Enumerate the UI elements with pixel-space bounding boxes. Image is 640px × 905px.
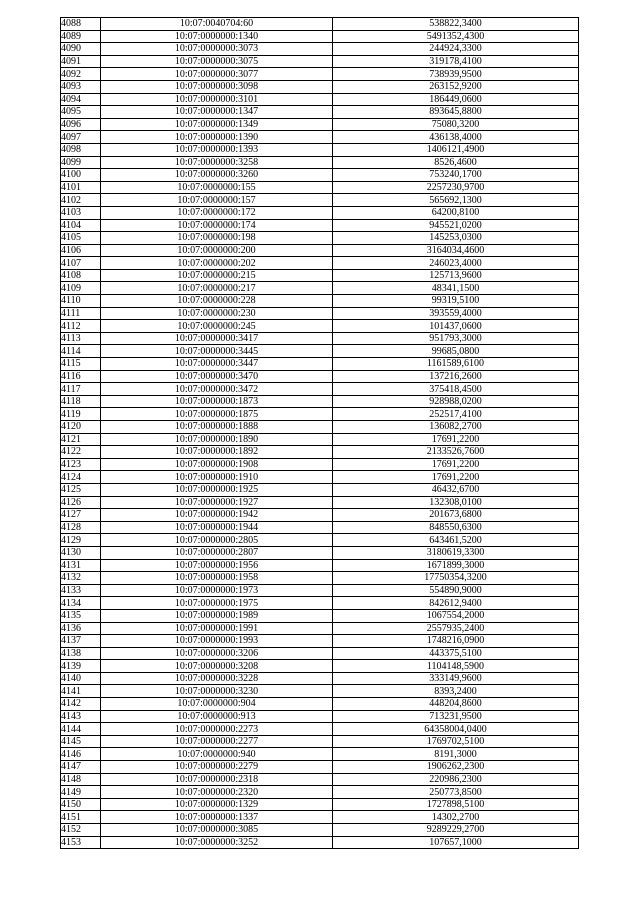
- value-cell: 1104148,5900: [333, 660, 579, 673]
- table-row: [61, 320, 579, 333]
- cadastral-number-cell: 10:07:0000000:1890: [101, 433, 333, 446]
- row-number-cell: 4103: [61, 206, 101, 219]
- table-row: [61, 572, 579, 585]
- cadastral-number-cell: 10:07:0000000:2318: [101, 773, 333, 786]
- cadastral-number-cell: 10:07:0000000:1337: [101, 811, 333, 824]
- cadastral-number-cell: 10:07:0000000:3101: [101, 93, 333, 106]
- table-row: [61, 395, 579, 408]
- table-row: [61, 131, 579, 144]
- value-cell: 3180619,3300: [333, 546, 579, 559]
- cadastral-number-cell: 10:07:0000000:2279: [101, 761, 333, 774]
- table-row: [61, 584, 579, 597]
- cadastral-number-cell: 10:07:0000000:1349: [101, 118, 333, 131]
- table-row: [61, 408, 579, 421]
- table-row: [61, 106, 579, 119]
- cadastral-number-cell: 10:07:0000000:1892: [101, 446, 333, 459]
- cadastral-number-cell: 10:07:0000000:1347: [101, 106, 333, 119]
- row-number-cell: 4142: [61, 698, 101, 711]
- table-row: [61, 660, 579, 673]
- row-number-cell: 4112: [61, 320, 101, 333]
- value-cell: 263152,9200: [333, 80, 579, 93]
- table-row: [61, 118, 579, 131]
- value-cell: 8191,3000: [333, 748, 579, 761]
- row-number-cell: 4093: [61, 80, 101, 93]
- cadastral-number-cell: 10:07:0000000:1958: [101, 572, 333, 585]
- value-cell: 1161589,6100: [333, 358, 579, 371]
- row-number-cell: 4137: [61, 635, 101, 648]
- table-row: [61, 735, 579, 748]
- value-cell: 107657,1000: [333, 836, 579, 849]
- cadastral-number-cell: 10:07:0000000:1873: [101, 395, 333, 408]
- cadastral-number-cell: 10:07:0000000:172: [101, 206, 333, 219]
- value-cell: 132308,0100: [333, 496, 579, 509]
- table-row: [61, 295, 579, 308]
- value-cell: 893645,8800: [333, 106, 579, 119]
- cadastral-number-cell: 10:07:0000000:3208: [101, 660, 333, 673]
- row-number-cell: 4104: [61, 219, 101, 232]
- row-number-cell: 4139: [61, 660, 101, 673]
- table-row: [61, 156, 579, 169]
- cadastral-number-cell: 10:07:0000000:3073: [101, 43, 333, 56]
- value-cell: 201673,6800: [333, 509, 579, 522]
- value-cell: 848550,6300: [333, 521, 579, 534]
- table-row: [61, 698, 579, 711]
- cadastral-number-cell: 10:07:0000000:155: [101, 181, 333, 194]
- cadastral-number-cell: 10:07:0000000:3077: [101, 68, 333, 81]
- table-row: [61, 824, 579, 837]
- row-number-cell: 4150: [61, 798, 101, 811]
- row-number-cell: 4152: [61, 824, 101, 837]
- row-number-cell: 4094: [61, 93, 101, 106]
- cadastral-number-cell: 10:07:0000000:1925: [101, 483, 333, 496]
- value-cell: 8526,4600: [333, 156, 579, 169]
- table-row: [61, 55, 579, 68]
- value-cell: 2133526,7600: [333, 446, 579, 459]
- document-page: [60, 17, 578, 849]
- cadastral-number-cell: 10:07:0000000:904: [101, 698, 333, 711]
- value-cell: 145253,0300: [333, 232, 579, 245]
- table-row: [61, 143, 579, 156]
- value-cell: 738939,9500: [333, 68, 579, 81]
- table-row: [61, 559, 579, 572]
- value-cell: 17691,2200: [333, 471, 579, 484]
- row-number-cell: 4124: [61, 471, 101, 484]
- row-number-cell: 4148: [61, 773, 101, 786]
- row-number-cell: 4147: [61, 761, 101, 774]
- cadastral-number-cell: 10:07:0000000:215: [101, 269, 333, 282]
- table-row: [61, 307, 579, 320]
- value-cell: 1769702,5100: [333, 735, 579, 748]
- row-number-cell: 4138: [61, 647, 101, 660]
- value-cell: 2257230,9700: [333, 181, 579, 194]
- row-number-cell: 4128: [61, 521, 101, 534]
- value-cell: 1906262,2300: [333, 761, 579, 774]
- table-row: [61, 471, 579, 484]
- cadastral-number-cell: 10:07:0000000:3447: [101, 358, 333, 371]
- row-number-cell: 4127: [61, 509, 101, 522]
- cadastral-number-cell: 10:07:0000000:1908: [101, 458, 333, 471]
- cadastral-number-cell: 10:07:0000000:1875: [101, 408, 333, 421]
- value-cell: 2557935,2400: [333, 622, 579, 635]
- table-row: [61, 672, 579, 685]
- value-cell: 64200,8100: [333, 206, 579, 219]
- cadastral-number-cell: 10:07:0000000:1956: [101, 559, 333, 572]
- value-cell: 1067554,2000: [333, 609, 579, 622]
- cadastral-number-cell: 10:07:0000000:1989: [101, 609, 333, 622]
- table-row: [61, 370, 579, 383]
- table-row: [61, 458, 579, 471]
- value-cell: 928988,0200: [333, 395, 579, 408]
- row-number-cell: 4149: [61, 786, 101, 799]
- table-row: [61, 421, 579, 434]
- cadastral-number-cell: 10:07:0000000:2807: [101, 546, 333, 559]
- cadastral-number-cell: 10:07:0000000:3445: [101, 345, 333, 358]
- row-number-cell: 4118: [61, 395, 101, 408]
- cadastral-number-cell: 10:07:0000000:1942: [101, 509, 333, 522]
- row-number-cell: 4089: [61, 30, 101, 43]
- row-number-cell: 4096: [61, 118, 101, 131]
- row-number-cell: 4117: [61, 383, 101, 396]
- value-cell: 48341,1500: [333, 282, 579, 295]
- row-number-cell: 4092: [61, 68, 101, 81]
- row-number-cell: 4113: [61, 332, 101, 345]
- row-number-cell: 4106: [61, 244, 101, 257]
- table-row: [61, 206, 579, 219]
- table-row: [61, 345, 579, 358]
- value-cell: 375418,4500: [333, 383, 579, 396]
- row-number-cell: 4136: [61, 622, 101, 635]
- table-row: [61, 761, 579, 774]
- row-number-cell: 4105: [61, 232, 101, 245]
- cadastral-number-cell: 10:07:0000000:3228: [101, 672, 333, 685]
- value-cell: 753240,1700: [333, 169, 579, 182]
- value-cell: 643461,5200: [333, 534, 579, 547]
- value-cell: 945521,0200: [333, 219, 579, 232]
- value-cell: 220986,2300: [333, 773, 579, 786]
- table-row: [61, 635, 579, 648]
- value-cell: 5491352,4300: [333, 30, 579, 43]
- value-cell: 448204,8600: [333, 698, 579, 711]
- table-row: [61, 219, 579, 232]
- cadastral-number-cell: 10:07:0000000:3075: [101, 55, 333, 68]
- row-number-cell: 4129: [61, 534, 101, 547]
- row-number-cell: 4119: [61, 408, 101, 421]
- row-number-cell: 4125: [61, 483, 101, 496]
- cadastral-number-cell: 10:07:0000000:3230: [101, 685, 333, 698]
- row-number-cell: 4111: [61, 307, 101, 320]
- table-row: [61, 710, 579, 723]
- table-row: [61, 647, 579, 660]
- cadastral-number-cell: 10:07:0000000:3206: [101, 647, 333, 660]
- cadastral-number-cell: 10:07:0000000:913: [101, 710, 333, 723]
- value-cell: 246023,4000: [333, 257, 579, 270]
- value-cell: 244924,3300: [333, 43, 579, 56]
- cadastral-number-cell: 10:07:0000000:202: [101, 257, 333, 270]
- table-row: [61, 181, 579, 194]
- cadastral-number-cell: 10:07:0000000:1329: [101, 798, 333, 811]
- table-row: [61, 68, 579, 81]
- row-number-cell: 4130: [61, 546, 101, 559]
- cadastral-number-cell: 10:07:0000000:2273: [101, 723, 333, 736]
- table-row: [61, 269, 579, 282]
- table-body: [61, 18, 579, 849]
- value-cell: 333149,9600: [333, 672, 579, 685]
- cadastral-number-cell: 10:07:0000000:3258: [101, 156, 333, 169]
- row-number-cell: 4110: [61, 295, 101, 308]
- cadastral-number-cell: 10:07:0000000:1975: [101, 597, 333, 610]
- row-number-cell: 4146: [61, 748, 101, 761]
- table-row: [61, 282, 579, 295]
- cadastral-number-cell: 10:07:0000000:230: [101, 307, 333, 320]
- cadastral-number-cell: 10:07:0000000:3098: [101, 80, 333, 93]
- table-row: [61, 18, 579, 31]
- row-number-cell: 4126: [61, 496, 101, 509]
- row-number-cell: 4090: [61, 43, 101, 56]
- row-number-cell: 4109: [61, 282, 101, 295]
- table-row: [61, 433, 579, 446]
- cadastral-number-cell: 10:07:0000000:198: [101, 232, 333, 245]
- table-row: [61, 30, 579, 43]
- row-number-cell: 4099: [61, 156, 101, 169]
- table-row: [61, 786, 579, 799]
- value-cell: 17691,2200: [333, 433, 579, 446]
- cadastral-number-cell: 10:07:0000000:1944: [101, 521, 333, 534]
- row-number-cell: 4134: [61, 597, 101, 610]
- cadastral-number-cell: 10:07:0000000:3260: [101, 169, 333, 182]
- row-number-cell: 4153: [61, 836, 101, 849]
- table-row: [61, 546, 579, 559]
- cadastral-number-cell: 10:07:0000000:1973: [101, 584, 333, 597]
- cadastral-number-cell: 10:07:0000000:228: [101, 295, 333, 308]
- table-row: [61, 609, 579, 622]
- value-cell: 99685,0800: [333, 345, 579, 358]
- value-cell: 951793,3000: [333, 332, 579, 345]
- table-row: [61, 358, 579, 371]
- cadastral-number-cell: 10:07:0040704:60: [101, 18, 333, 31]
- row-number-cell: 4102: [61, 194, 101, 207]
- row-number-cell: 4135: [61, 609, 101, 622]
- cadastral-number-cell: 10:07:0000000:3470: [101, 370, 333, 383]
- table-row: [61, 80, 579, 93]
- cadastral-number-cell: 10:07:0000000:940: [101, 748, 333, 761]
- value-cell: 713231,9500: [333, 710, 579, 723]
- cadastral-number-cell: 10:07:0000000:2805: [101, 534, 333, 547]
- row-number-cell: 4131: [61, 559, 101, 572]
- cadastral-number-cell: 10:07:0000000:1888: [101, 421, 333, 434]
- table-row: [61, 509, 579, 522]
- value-cell: 443375,5100: [333, 647, 579, 660]
- row-number-cell: 4091: [61, 55, 101, 68]
- value-cell: 436138,4000: [333, 131, 579, 144]
- cadastral-number-cell: 10:07:0000000:1910: [101, 471, 333, 484]
- row-number-cell: 4133: [61, 584, 101, 597]
- table-row: [61, 257, 579, 270]
- row-number-cell: 4095: [61, 106, 101, 119]
- table-row: [61, 622, 579, 635]
- cadastral-number-cell: 10:07:0000000:174: [101, 219, 333, 232]
- value-cell: 3164034,4600: [333, 244, 579, 257]
- value-cell: 1671899,3000: [333, 559, 579, 572]
- row-number-cell: 4121: [61, 433, 101, 446]
- row-number-cell: 4123: [61, 458, 101, 471]
- value-cell: 136082,2700: [333, 421, 579, 434]
- table-row: [61, 383, 579, 396]
- table-row: [61, 521, 579, 534]
- table-row: [61, 836, 579, 849]
- row-number-cell: 4107: [61, 257, 101, 270]
- row-number-cell: 4132: [61, 572, 101, 585]
- table-row: [61, 597, 579, 610]
- value-cell: 186449,0600: [333, 93, 579, 106]
- row-number-cell: 4145: [61, 735, 101, 748]
- table-row: [61, 811, 579, 824]
- row-number-cell: 4120: [61, 421, 101, 434]
- table-row: [61, 685, 579, 698]
- value-cell: 250773,8500: [333, 786, 579, 799]
- row-number-cell: 4108: [61, 269, 101, 282]
- value-cell: 842612,9400: [333, 597, 579, 610]
- table-row: [61, 496, 579, 509]
- table-row: [61, 332, 579, 345]
- cadastral-number-cell: 10:07:0000000:1390: [101, 131, 333, 144]
- row-number-cell: 4140: [61, 672, 101, 685]
- cadastral-number-cell: 10:07:0000000:1991: [101, 622, 333, 635]
- value-cell: 17691,2200: [333, 458, 579, 471]
- table-row: [61, 483, 579, 496]
- row-number-cell: 4141: [61, 685, 101, 698]
- value-cell: 393559,4000: [333, 307, 579, 320]
- table-row: [61, 534, 579, 547]
- table-row: [61, 194, 579, 207]
- value-cell: 137216,2600: [333, 370, 579, 383]
- cadastral-value-table: [60, 17, 579, 849]
- row-number-cell: 4097: [61, 131, 101, 144]
- value-cell: 538822,3400: [333, 18, 579, 31]
- value-cell: 46432,6700: [333, 483, 579, 496]
- row-number-cell: 4122: [61, 446, 101, 459]
- cadastral-number-cell: 10:07:0000000:200: [101, 244, 333, 257]
- table-row: [61, 446, 579, 459]
- value-cell: 8393,2400: [333, 685, 579, 698]
- value-cell: 319178,4100: [333, 55, 579, 68]
- row-number-cell: 4098: [61, 143, 101, 156]
- cadastral-number-cell: 10:07:0000000:3085: [101, 824, 333, 837]
- table-row: [61, 748, 579, 761]
- row-number-cell: 4116: [61, 370, 101, 383]
- row-number-cell: 4151: [61, 811, 101, 824]
- cadastral-number-cell: 10:07:0000000:1927: [101, 496, 333, 509]
- value-cell: 17750354,3200: [333, 572, 579, 585]
- cadastral-number-cell: 10:07:0000000:3252: [101, 836, 333, 849]
- table-row: [61, 723, 579, 736]
- table-row: [61, 93, 579, 106]
- table-row: [61, 169, 579, 182]
- cadastral-number-cell: 10:07:0000000:2277: [101, 735, 333, 748]
- value-cell: 14302,2700: [333, 811, 579, 824]
- cadastral-number-cell: 10:07:0000000:3472: [101, 383, 333, 396]
- table-row: [61, 773, 579, 786]
- table-row: [61, 798, 579, 811]
- table-row: [61, 244, 579, 257]
- value-cell: 1406121,4900: [333, 143, 579, 156]
- row-number-cell: 4144: [61, 723, 101, 736]
- row-number-cell: 4114: [61, 345, 101, 358]
- value-cell: 125713,9600: [333, 269, 579, 282]
- row-number-cell: 4115: [61, 358, 101, 371]
- cadastral-number-cell: 10:07:0000000:157: [101, 194, 333, 207]
- row-number-cell: 4088: [61, 18, 101, 31]
- cadastral-number-cell: 10:07:0000000:2320: [101, 786, 333, 799]
- row-number-cell: 4100: [61, 169, 101, 182]
- value-cell: 565692,1300: [333, 194, 579, 207]
- cadastral-number-cell: 10:07:0000000:1393: [101, 143, 333, 156]
- value-cell: 554890,9000: [333, 584, 579, 597]
- value-cell: 1727898,5100: [333, 798, 579, 811]
- cadastral-number-cell: 10:07:0000000:217: [101, 282, 333, 295]
- table-row: [61, 43, 579, 56]
- value-cell: 1748216,0900: [333, 635, 579, 648]
- cadastral-number-cell: 10:07:0000000:3417: [101, 332, 333, 345]
- cadastral-number-cell: 10:07:0000000:1993: [101, 635, 333, 648]
- value-cell: 9289229,2700: [333, 824, 579, 837]
- value-cell: 75080,3200: [333, 118, 579, 131]
- row-number-cell: 4143: [61, 710, 101, 723]
- value-cell: 64358004,0400: [333, 723, 579, 736]
- value-cell: 101437,0600: [333, 320, 579, 333]
- table-row: [61, 232, 579, 245]
- row-number-cell: 4101: [61, 181, 101, 194]
- cadastral-number-cell: 10:07:0000000:1340: [101, 30, 333, 43]
- cadastral-number-cell: 10:07:0000000:245: [101, 320, 333, 333]
- value-cell: 252517,4100: [333, 408, 579, 421]
- value-cell: 99319,5100: [333, 295, 579, 308]
